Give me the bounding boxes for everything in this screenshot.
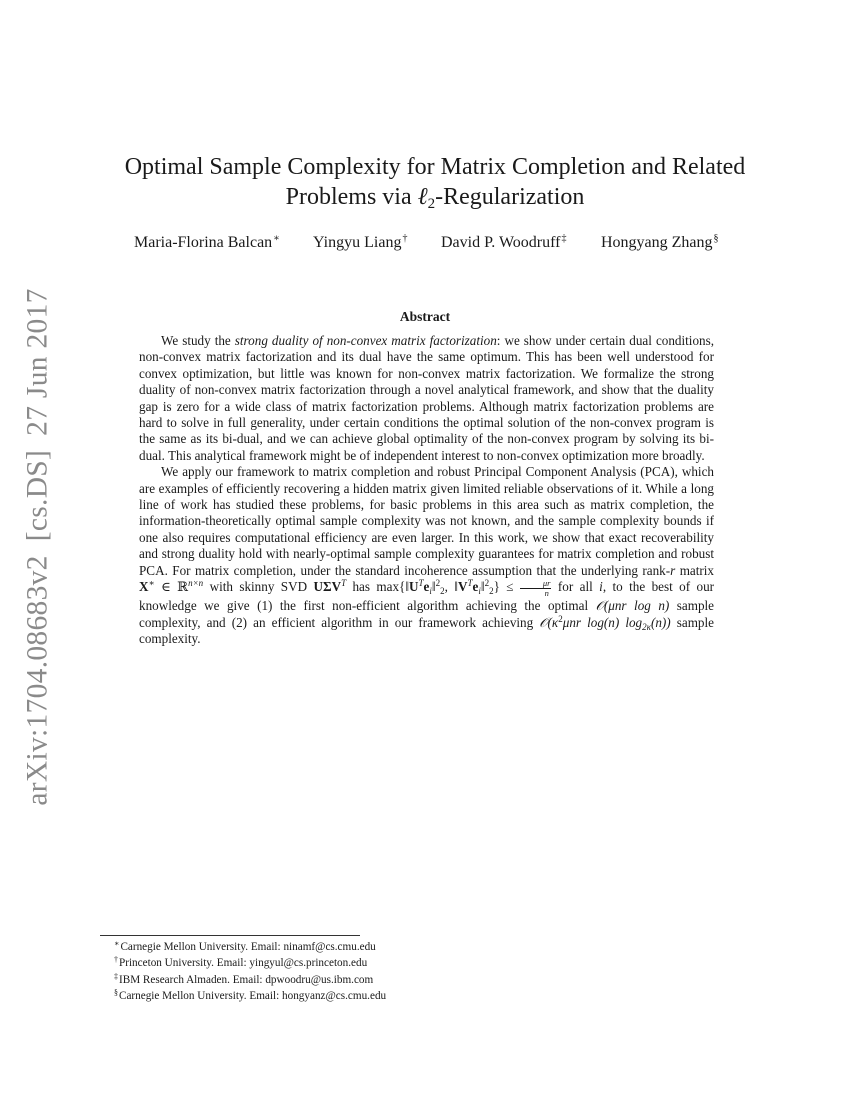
author: Maria-Florina Balcan∗: [134, 233, 280, 251]
title-ell-symbol: ℓ: [417, 184, 428, 210]
affiliation-mark: ∗: [273, 233, 280, 244]
abstract-paragraph-2: We apply our framework to matrix completion and robust Principal Component Analysis (PCA), which are examples of efficiently recovering a hidden matrix given limited reliable observations of it. While a long line of work has studied these problems, for basic problems in this area such as matrix completion, the information-theoretically optimal sample complexity was not known, and the sample complexity bounds if one also requires computational efficiency are even larger. In this work, we show that exact recoverability and strong duality hold with nearly-optimal sample complexity guarantees for matrix completion and robust PCA. For matrix completion, under the standard incoherence assumption that the underlying rank-r matrix X∗ ∈ ℝ$^{n\times n}$ with skinny SVD $U\Sigma V^T$ has $\max\{‖U^Te_i‖^2_2$, $‖V^Te_i‖^2_2$} ≤ $\frac{\mu r}{n}$ for all i, to the best of our knowledge we give (1) the first non-efficient algorithm achieving the optimal 𝒪(μnr log n) sample complexity, and (2) an efficient algorithm in our framework achieving $𝒪(\kappa^2\mu nr$ log(n) $\log_{2\kappa}(n)$) sample complexity.: [139, 464, 715, 646]
arxiv-date: 27 Jun 2017: [21, 288, 54, 436]
emphasized-phrase: strong duality of non-convex matrix factorization: [234, 333, 497, 348]
affiliation-mark: †: [402, 233, 408, 244]
footnote: ∗Carnegie Mellon University. Email: ninamf@cs.cmu.edu: [114, 939, 376, 953]
title-line-2-prefix: Problems via: [285, 184, 418, 210]
footnotes: [114, 939, 386, 1004]
abstract-paragraph-1: We study the strong duality of non-convex matrix factorization: we show under certain dual conditions, non-convex matrix factorization and its dual have the same optimum. This has been well understood for convex optimization, but little was known for non-convex matrix factorization. We formalize the strong duality of non-convex matrix factorization through a novel analytical framework, and show that the duality gap is zero for a wide class of matrix factorization problems. Although matrix factorization problems are hard to solve in full generality, under certain conditions the optimal solution of the non-convex program is the same as its bi-dual, and we can achieve global optimality of the non-convex program by solving its bi-dual. This analytical framework might be of independent interest to non-convex optimization more broadly.: [139, 333, 714, 463]
affiliation-mark: ‡: [561, 233, 567, 244]
author-list: [0, 233, 850, 257]
author: David P. Woodruff‡: [441, 233, 567, 251]
arxiv-id: arXiv:1704.08683v2: [21, 555, 54, 806]
abstract-body: [139, 333, 714, 647]
arxiv-identifier-stamp: [22, 274, 55, 805]
abstract-heading: Abstract: [399, 309, 451, 324]
title-line-2-suffix: -Regularization: [435, 184, 585, 210]
title-line-1: Optimal Sample Complexity for Matrix Completion and Related: [124, 154, 746, 180]
title-ell-subscript: 2: [427, 196, 436, 212]
arxiv-category: [cs.DS]: [21, 449, 54, 542]
affiliation-mark: §: [713, 233, 719, 244]
footnote: ‡IBM Research Almaden. Email: dpwoodru@us.ibm.com: [114, 971, 374, 986]
footnote-divider: [100, 935, 360, 936]
title-line-2: [90, 182, 780, 212]
author: Hongyang Zhang§: [601, 233, 719, 251]
paper-title: [90, 152, 780, 212]
footnote: †Princeton University. Email: yingyul@cs.princeton.edu: [114, 955, 368, 970]
incoherence-fraction: $\frac{\mu r}{n}$: [520, 579, 552, 598]
footnote: §Carnegie Mellon University. Email: hongyanz@cs.cmu.edu: [114, 987, 387, 1002]
author: Yingyu Liang†: [313, 233, 408, 251]
